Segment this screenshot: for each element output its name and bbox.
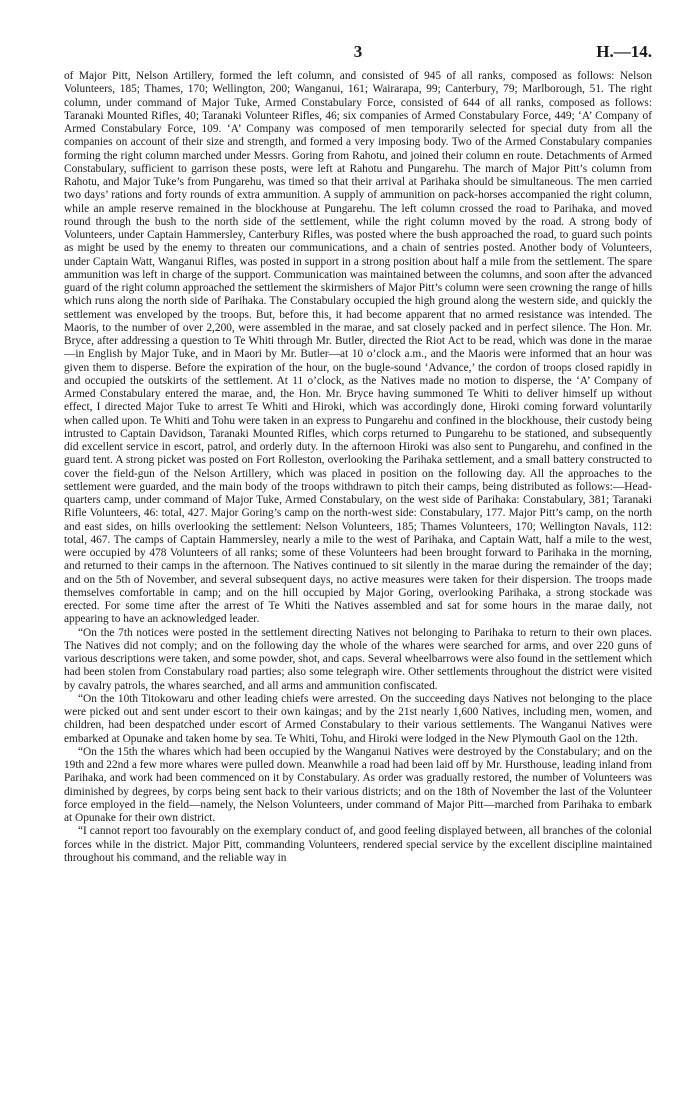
body-text bbox=[64, 70, 652, 1080]
paragraph: “On the 10th Titokowaru and other leading chiefs were arrested. On the succeeding days Natives not belonging to the place were picked out and sent under escort to their own kaingas; and by the 21st nearly 1,600 Natives, including men, women, and children, had been despatched under escort of Armed Constabulary to their various settlements. The Wanganui Natives were embarked at Opunake and taken home by sea. Te Whiti, Tohu, and Hiroki were lodged in the New Plymouth Gaol on the 12th. bbox=[64, 692, 652, 745]
paragraph: “I cannot report too favourably on the exemplary conduct of, and good feeling displayed between, all branches of the colonial forces while in the district. Major Pitt, commanding Volunteers, rendered special service by the excellent discipline maintained throughout his command, and the reliable way in bbox=[64, 825, 652, 864]
paragraph: of Major Pitt, Nelson Artillery, formed the left column, and consisted of 945 of all ranks, composed as follows: Nelson Volunteers, 185; Thames, 170; Wellington, 200; Wanganui, 161; Wairarapa, 99; Canterbury, 79; Marlborough, 51. The right column, under command of Major Tuke, Armed Constabulary Force, consisted of 644 of all ranks, composed as follows: Taranaki Mounted Rifles, 40; Taranaki Volunteer Rifles, 46; six companies of Armed Constabulary Force, 449; ‘A’ Company of Armed Constabulary Force, 109. ‘A’ Company was composed of men temporarily selected for special duty from all the companies on account of their size and strength, and formed a very imposing body. Two of the Armed Constabulary companies forming the right column marched under Messrs. Goring from Rahotu, and joined their column en route. Detachments of Armed Constabulary, sufficient to garrison these posts, were left at Rahotu and Pungarehu. The march of Major Pitt’s column from Rahotu, and Major Tuke’s from Pungarehu, was timed so that their arrival at Parihaka should be simultaneous. The men carried two days’ rations and forty rounds of extra ammunition. A supply of ammunition on pack-horses accompanied the right column, while an ample reserve remained in the blockhouse at Pungarehu. The left column crossed the road to Parihaka, and moved round through the bush to the north side of the settlement, while the right column moved by the road. A strong body of Volunteers, under Captain Hammersley, Canterbury Rifles, was posted where the bush approached the road, to guard such points as might be used by the enemy to threaten our communications, and a chain of sentries posted. Another body of Volunteers, under Captain Watt, Wanganui Rifles, was posted in support in a strong position about half a mile from the settlement. The spare ammunition was left in charge of the support. Communication was maintained between the columns, and soon after the advanced guard of the right column approached the settlement the skirmishers of Major Pitt’s column were seen crowning the range of hills which runs along the north side of Parihaka. The Constabulary occupied the high ground along the western side, and quickly the settlement was enveloped by the troops. But, before this, it had become apparent that no armed resistance was intended. The Maoris, to the number of over 2,200, were assembled in the marae, and sat closely packed and in perfect silence. The Hon. Mr. Bryce, after addressing a question to Te Whiti through Mr. Butler, directed the Riot Act to be read, which was done in the marae—in English by Major Tuke, and in Maori by Mr. Butler—at 10 o’clock a.m., and the Maoris were informed that an hour was given them to disperse. Before the expiration of the hour, on the bugle-sound ‘Advance,’ the cordon of troops closed rapidly in and occupied the outskirts of the settlement. At 11 o’clock, as the Natives made no motion to disperse, the ‘A’ Company of Armed Constabulary entered the marae, and, the Hon. Mr. Bryce having summoned Te Whiti to deliver himself up without effect, I directed Major Tuke to arrest Te Whiti and Hiroki, which was accordingly done, Hiroki coming forward voluntarily when called upon. Te Whiti and Tohu were taken in an express to Pungarehu and confined in the blockhouse, their custody being intrusted to Captain Davidson, Taranaki Mounted Rifles, which corps returned to Pungarehu to be stationed, and subsequently did excellent service in escort, patrol, and orderly duty. In the afternoon Hiroki was also sent to Pungarehu, and confined in the guard tent. A strong picket was posted on Fort Rolleston, overlooking the Parihaka settlement, and a small battery constructed to cover the field-gun of the Nelson Artillery, which was placed in position on the following day. All the approaches to the settlement were guarded, and the main body of the troops withdrawn to pitch their camps, being distributed as follows:—Head-quarters camp, under command of Major Tuke, Armed Constabulary, on the west side of Parihaka: Constabulary, 381; Taranaki Rifle Volunteers, 46: total, 427. Major Goring’s camp on the north-west side: Constabulary, 177. Major Pitt’s camp, on the north and east sides, on hills overlooking the settlement: Nelson Volunteers, 185; Thames Volunteers, 170; Wellington Navals, 112: total, 467. The camps of Captain Hammersley, nearly a mile to the west of Parihaka, and Captain Watt, half a mile to the west, were occupied by 478 Volunteers of all ranks; some of these Volunteers had been brought forward to Parihaka in the morning, and returned to their camps in the afternoon. The Natives continued to sit silently in the marae during the remainder of the day; and on the 5th of November, and several subsequent days, no active measures were taken for their dispersion. The troops made themselves comfortable in camp; and on the hill occupied by Major Goring, overlooking Parihaka, a strong stockade was erected. For some time after the arrest of Te Whiti the Natives assembled and sat for some hours in the marae daily, not appearing to have an acknowledged leader. bbox=[64, 70, 652, 626]
paragraph: “On the 15th the whares which had been occupied by the Wanganui Natives were destroyed by the Constabulary; and on the 19th and 22nd a few more whares were pulled down. Meanwhile a road had been laid off by Mr. Hursthouse, leading inland from Parihaka, and work had been commenced on it by Constabulary. As order was gradually restored, the number of Volunteers was diminished by degrees, by corps being sent back to their various districts; and on the 18th of November the last of the Volunteer force employed in the field—namely, the Nelson Volunteers, under command of Major Pitt—marched from Parihaka to embark at Opunake for their own district. bbox=[64, 745, 652, 824]
page-number: 3 bbox=[353, 42, 363, 61]
document-reference: H.—14. bbox=[596, 42, 652, 61]
paragraph: “On the 7th notices were posted in the settlement directing Natives not belonging to Parihaka to return to their own places. The Natives did not comply; and on the following day the whole of the whares were searched for arms, and over 220 guns of various descriptions were taken, and some powder, shot, and caps. Several wheelbarrows were also found in the settlement which had been stolen from Constabulary road parties; also some telegraph wire. Other settlements throughout the district were visited by cavalry patrols, the whares searched, and all arms and ammunition confiscated. bbox=[64, 626, 652, 692]
page-header bbox=[64, 42, 652, 64]
